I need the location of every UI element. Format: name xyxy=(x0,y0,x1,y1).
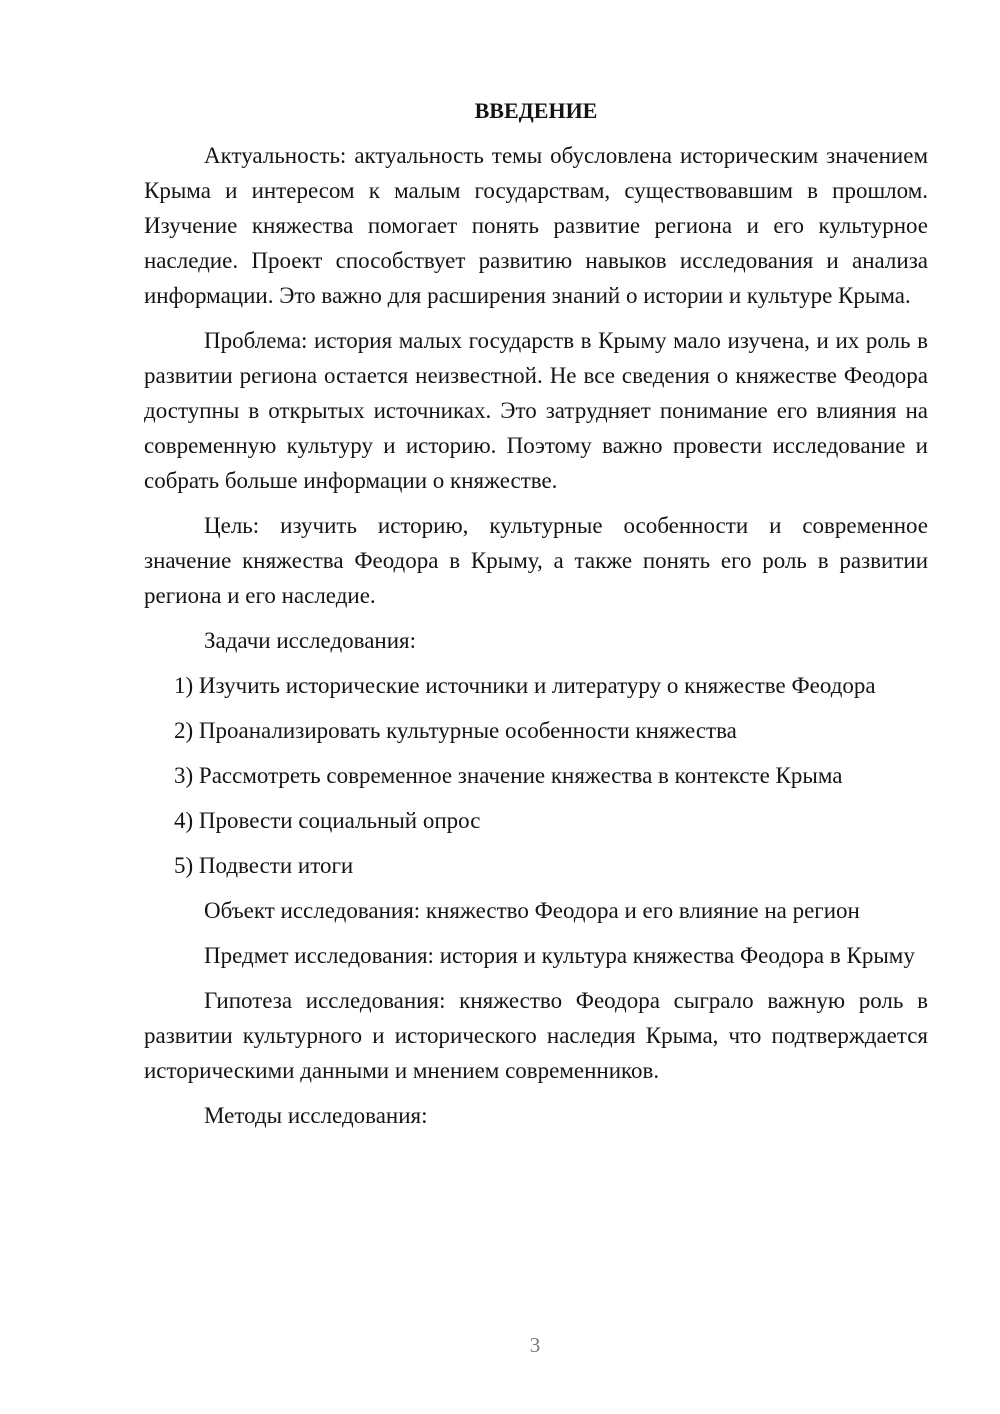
task-item-3: 3) Рассмотреть современное значение княжества в контексте Крыма xyxy=(174,763,843,788)
task-item-2: 2) Проанализировать культурные особенности княжества xyxy=(174,718,737,743)
document-page xyxy=(144,96,928,1143)
task-item-4: 4) Провести социальный опрос xyxy=(174,808,481,833)
paragraph-methods: Методы исследования: xyxy=(204,1103,428,1128)
paragraph-hypothesis: Гипотеза исследования: княжество Феодора сыграло важную роль в развитии культурного и исторического наследия Крыма, что подтверждается историческими данными и мнением современников. xyxy=(144,988,928,1083)
task-item-5: 5) Подвести итоги xyxy=(174,853,354,878)
page-number: 3 xyxy=(529,1333,541,1357)
paragraph-problem: Проблема: история малых государств в Крыму мало изучена, и их роль в развитии региона остается неизвестной. Не все сведения о княжестве Феодора доступны в открытых источниках. Это затрудняет понимание его влияния на современную культуру и историю. Поэтому важно провести исследование и собрать больше информации о княжестве. xyxy=(144,328,928,493)
page-title: ВВЕДЕНИЕ xyxy=(474,98,598,123)
paragraph-object: Объект исследования: княжество Феодора и его влияние на регион xyxy=(204,898,860,923)
paragraph-goal: Цель: изучить историю, культурные особенности и современное значение княжества Феодора в Крыму, а также понять его роль в развитии региона и его наследие. xyxy=(144,513,928,608)
paragraph-subject: Предмет исследования: история и культура княжества Феодора в Крыму xyxy=(204,943,915,968)
paragraph-tasks-heading: Задачи исследования: xyxy=(204,628,417,653)
task-item-1: 1) Изучить исторические источники и литературу о княжестве Феодора xyxy=(174,673,876,698)
paragraph-relevance: Актуальность: актуальность темы обусловлена историческим значением Крыма и интересом к малым государствам, существовавшим в прошлом. Изучение княжества помогает понять развитие региона и его культурное наследие. Проект способствует развитию навыков исследования и анализа информации. Это важно для расширения знаний о истории и культуре Крыма. xyxy=(144,143,928,308)
